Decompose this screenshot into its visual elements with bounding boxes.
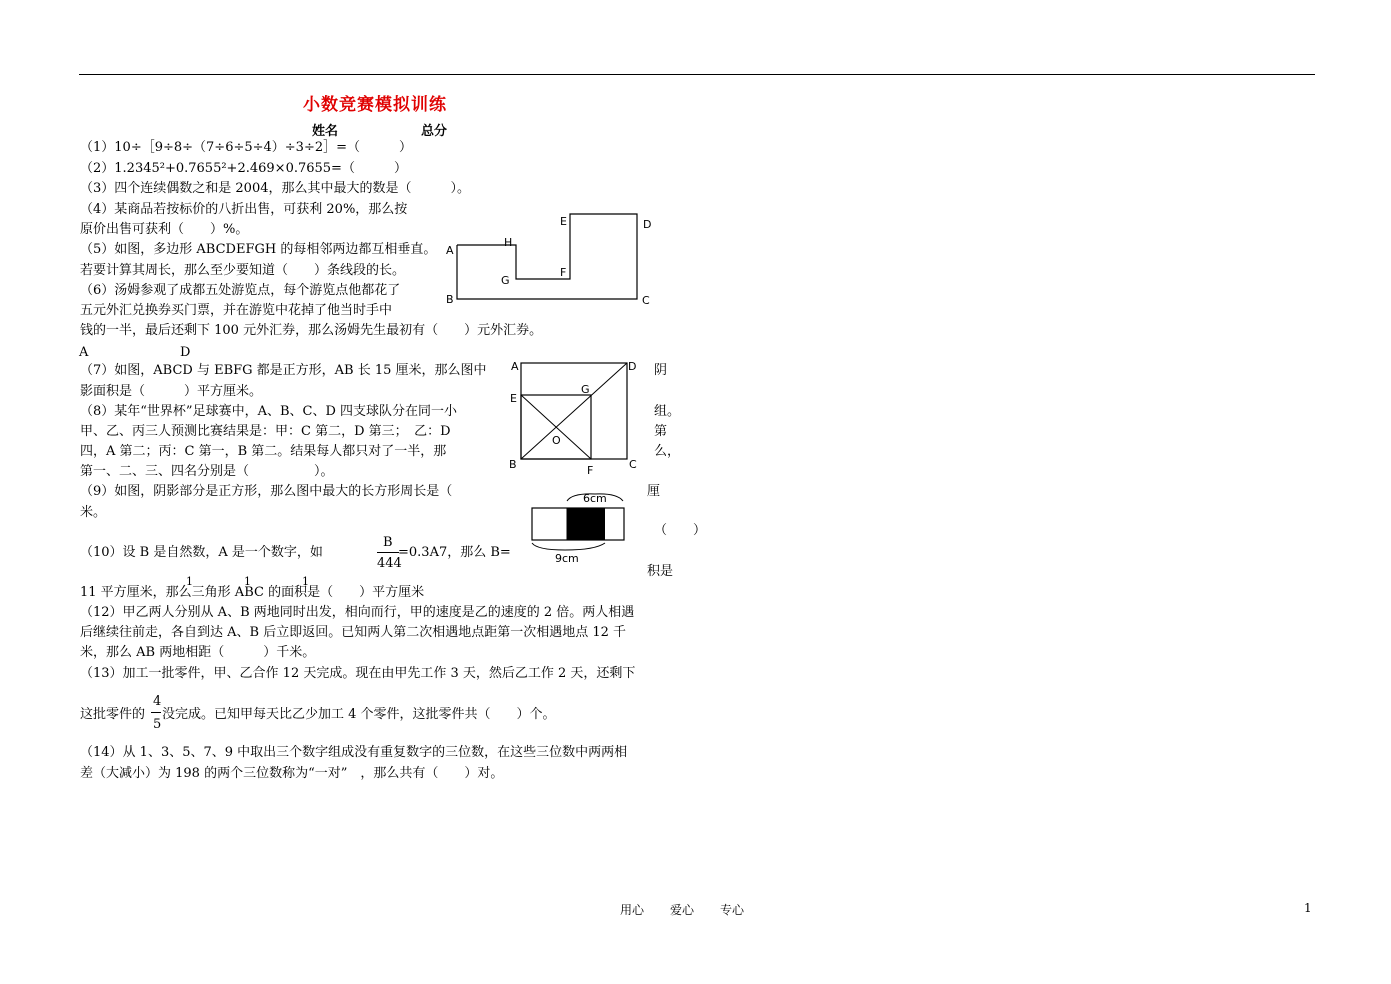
question-7-line-1: （7）如图，ABCD 与 EBFG 都是正方形，AB 长 15 厘米，那么图中 xyxy=(80,363,487,378)
question-14-line-2: 差（大减小）为 198 的两个三位数称为“一对” ，那么共有（ ）对。 xyxy=(80,766,504,781)
question-12-line-1: （12）甲乙两人分别从 A、B 两地同时出发，相向而行，甲的速度是乙的速度的 2 倍。两人相遇 xyxy=(80,605,635,620)
question-13-line-2-start: 这批零件的 xyxy=(80,707,146,722)
question-13-fraction-numerator: 4 xyxy=(153,694,162,709)
question-9-line-1-tail: 厘 xyxy=(647,484,661,499)
question-10-fraction-bar xyxy=(377,552,399,553)
fig5-label-b: B xyxy=(446,293,454,306)
question-9-answer-paren: （ ） xyxy=(654,523,707,538)
figure-polygon-abcdefgh xyxy=(440,205,660,310)
page-number: 1 xyxy=(1304,901,1312,915)
question-7-line-1-tail: 阴 xyxy=(654,363,668,378)
question-4-line-1: （4）某商品若按标价的八折出售，可获利 20%，那么按 xyxy=(80,202,408,217)
question-6-line-2: 五元外汇兑换券买门票，并在游览中花掉了他当时手中 xyxy=(80,303,393,318)
question-8-line-2-tail: 第 xyxy=(654,424,668,439)
question-9-line-1: （9）如图，阴影部分是正方形，那么图中最大的长方形周长是（ xyxy=(80,484,453,499)
question-12-line-3: 米，那么 AB 两地相距（ ）千米。 xyxy=(80,645,316,660)
fig5-label-g: G xyxy=(501,274,510,287)
question-1: （1）10÷［9÷8÷（7÷6÷5÷4）÷3÷2］=（ ） xyxy=(80,140,413,155)
question-5-line-1: （5）如图，多边形 ABCDEFGH 的每相邻两边都互相垂直。 xyxy=(80,242,437,257)
question-14-line-1: （14）从 1、3、5、7、9 中取出三个数字组成没有重复数字的三位数，在这些三位数中两两相 xyxy=(80,745,628,760)
stray-label-a: A xyxy=(79,345,89,360)
page-title: 小数竞赛模拟训练 xyxy=(303,95,447,115)
question-11: 11 平方厘米，那么三角形 ABC 的面积是（ ）平方厘米 xyxy=(80,585,425,600)
fig7-label-e: E xyxy=(510,392,517,405)
fig9-label-top: 6cm xyxy=(583,492,607,505)
score-label: 总分 xyxy=(421,124,448,139)
question-13-line-1: （13）加工一批零件，甲、乙合作 12 天完成。现在由甲先工作 3 天，然后乙工作 2 天，还剩下 xyxy=(80,666,636,681)
question-8-line-3: 四，A 第二；丙：C 第一，B 第二。结果每人都只对了一半，那 xyxy=(80,444,447,459)
fig7-label-b: B xyxy=(509,458,517,471)
fig9-label-bottom: 9cm xyxy=(555,552,579,565)
question-13-fraction-denominator: 5 xyxy=(153,717,162,732)
footer-zhuanxin: 专心 xyxy=(720,903,745,917)
question-4-line-2: 原价出售可获利（ ）%。 xyxy=(80,222,249,237)
fig5-label-a: A xyxy=(446,244,454,257)
figure-rectangles-shaded-square xyxy=(525,488,635,568)
question-13-line-2-rest: 没完成。已知甲每天比乙少加工 4 个零件，这批零件共（ ）个。 xyxy=(162,707,556,722)
question-8-line-1: （8）某年“世界杯”足球赛中，A、B、C、D 四支球队分在同一小 xyxy=(80,404,458,419)
question-6-line-1: （6）汤姆参观了成都五处游览点，每个游览点他都花了 xyxy=(80,283,401,298)
fig5-label-e: E xyxy=(560,215,567,228)
fig5-label-f: F xyxy=(560,266,567,279)
question-10-tail: 积是 xyxy=(647,564,674,579)
question-13-fraction-bar xyxy=(151,712,161,713)
question-11-fraction-3: 1 xyxy=(302,575,309,588)
question-10-fraction-denominator: 444 xyxy=(377,556,402,571)
name-label: 姓名 xyxy=(312,124,339,139)
fig7-label-f: F xyxy=(587,464,594,477)
question-8-line-1-tail: 组。 xyxy=(654,404,681,419)
question-7-line-2: 影面积是（ ）平方厘米。 xyxy=(80,384,263,399)
question-8-line-2: 甲、乙、丙三人预测比赛结果是：甲：C 第二，D 第三； 乙：D xyxy=(80,424,451,439)
question-10-line-1-rest: =0.3A7，那么 B= xyxy=(398,545,511,560)
figure-squares-abcd-ebfg xyxy=(505,355,645,480)
question-9-line-2: 米。 xyxy=(80,505,107,520)
question-8-line-3-tail: 么， xyxy=(654,444,681,459)
question-8-line-4: 第一、二、三、四名分别是（ ）。 xyxy=(80,464,334,479)
question-11-fraction-2: 1 xyxy=(244,575,251,588)
question-2: （2）1.2345²+0.7655²+2.469×0.7655=（ ） xyxy=(80,161,407,176)
fig5-label-c: C xyxy=(642,294,650,307)
question-10-fraction-numerator: B xyxy=(383,535,393,550)
fig7-label-o: O xyxy=(552,434,561,447)
fig7-label-g: G xyxy=(581,383,590,396)
question-12-line-2: 后继续往前走，各自到达 A、B 后立即返回。已知两人第二次相遇地点距第一次相遇地点 12 千 xyxy=(80,625,627,640)
question-10-line-1: （10）设 B 是自然数，A 是一个数字，如 xyxy=(80,545,323,560)
question-3: （3）四个连续偶数之和是 2004，那么其中最大的数是（ ）。 xyxy=(80,181,470,196)
fig5-label-h: H xyxy=(504,236,513,249)
footer-yongxin: 用心 xyxy=(620,903,645,917)
header-rule xyxy=(79,74,1315,75)
stray-label-d: D xyxy=(180,345,191,360)
footer-aixin: 爱心 xyxy=(670,903,695,917)
question-5-line-2: 若要计算其周长，那么至少要知道（ ）条线段的长。 xyxy=(80,263,406,278)
fig5-label-d: D xyxy=(643,218,652,231)
fig7-label-a: A xyxy=(511,360,519,373)
fig7-label-d: D xyxy=(628,360,637,373)
question-11-fraction-1: 1 xyxy=(186,575,193,588)
fig7-label-c: C xyxy=(629,458,637,471)
question-6-line-3: 钱的一半，最后还剩下 100 元外汇券，那么汤姆先生最初有（ ）元外汇券。 xyxy=(80,323,543,338)
